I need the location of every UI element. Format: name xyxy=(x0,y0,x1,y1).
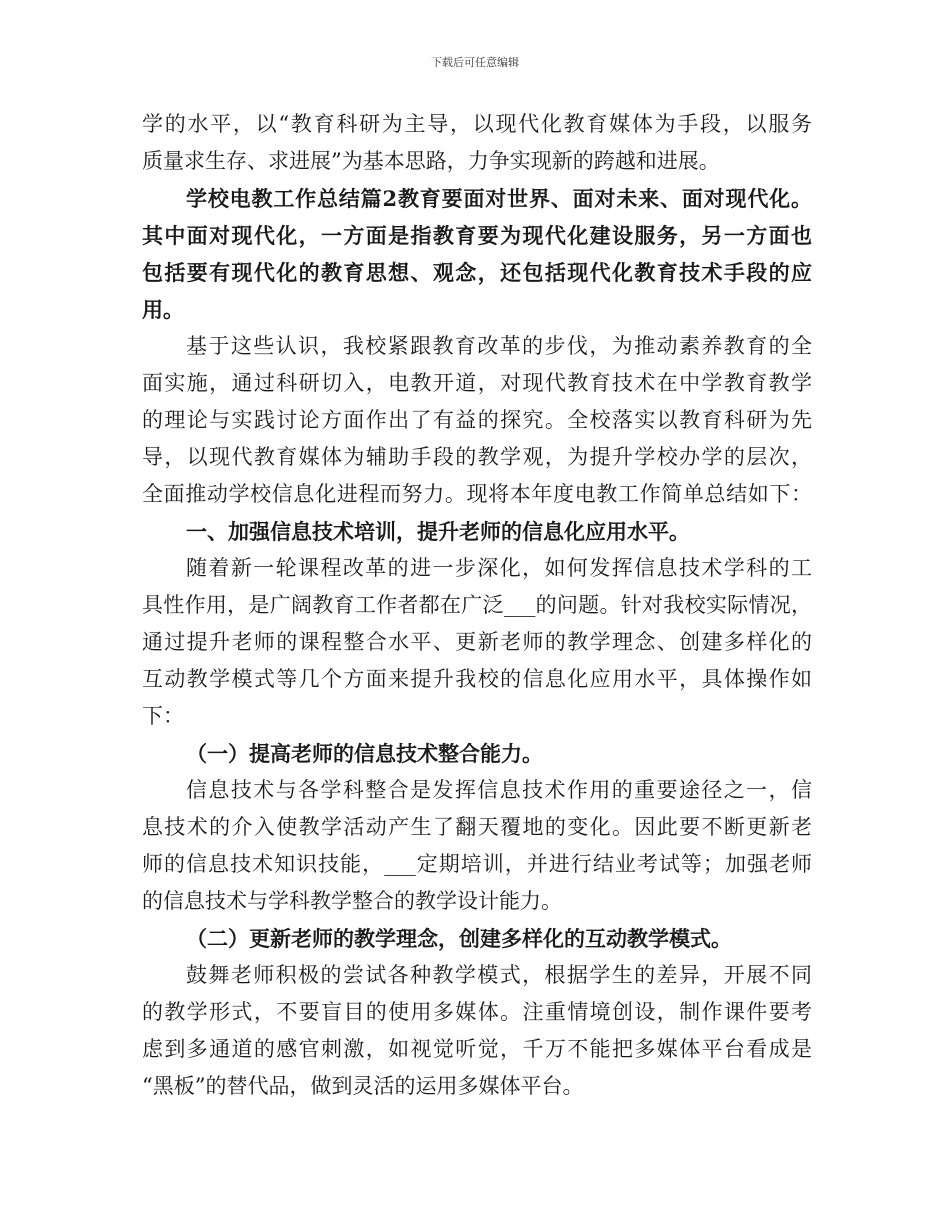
text-line: 通过提升老师的课程整合水平、更新老师的教学理念、创建多样化的 xyxy=(142,630,812,654)
text-line: 息技术的介入使教学活动产生了翻天覆地的变化。因此要不断更新老 xyxy=(142,815,812,839)
text-line: 质量求生存、求进展”为基本思路，力争实现新的跨越和进展。 xyxy=(142,149,720,173)
text-line: 具性作用，是广阔教育工作者都在广泛___的问题。针对我校实际情况， xyxy=(142,593,812,617)
text-line: 的信息技术与学科教学整合的教学设计能力。 xyxy=(142,889,562,913)
text-line: “黑板”的替代品，做到灵活的运用多媒体平台。 xyxy=(142,1074,584,1098)
page-header: 下载后可任意编辑 xyxy=(431,56,519,69)
text-line: 随着新一轮课程改革的进一步深化，如何发挥信息技术学科的工 xyxy=(186,556,812,580)
text-line: 其中面对现代化，一方面是指教育要为现代化建设服务，另一方面也 xyxy=(142,223,812,248)
text-line: 师的信息技术知识技能，___定期培训，并进行结业考试等；加强老师 xyxy=(142,852,812,876)
text-line: 学校电教工作总结篇2教育要面对世界、面对未来、面对现代化。 xyxy=(186,186,812,211)
text-line: 一、加强信息技术培训，提升老师的信息化应用水平。 xyxy=(186,519,690,544)
text-line: （一）提高老师的信息技术整合能力。 xyxy=(186,741,543,766)
text-line: 包括要有现代化的教育思想、观念，还包括现代化教育技术手段的应 xyxy=(142,260,812,285)
text-line: 下： xyxy=(142,704,184,728)
text-line: 互动教学模式等几个方面来提升我校的信息化应用水平，具体操作如 xyxy=(142,667,812,691)
text-line: 基于这些认识，我校紧跟教育改革的步伐，为推动素养教育的全 xyxy=(186,334,812,358)
text-line: 虑到多通道的感官刺激，如视觉听觉，千万不能把多媒体平台看成是 xyxy=(142,1037,812,1061)
text-line: 的理论与实践讨论方面作出了有益的探究。全校落实以教育科研为先 xyxy=(142,408,812,432)
text-line: （二）更新老师的教学理念，创建多样化的互动教学模式。 xyxy=(186,926,732,951)
text-line: 的教学形式，不要盲目的使用多媒体。注重情境创设，制作课件要考 xyxy=(142,1000,812,1024)
text-line: 全面推动学校信息化进程而努力。现将本年度电教工作简单总结如下： xyxy=(142,482,812,506)
text-line: 用。 xyxy=(142,297,184,322)
text-line: 信息技术与各学科整合是发挥信息技术作用的重要途径之一，信 xyxy=(186,778,812,802)
text-line: 导，以现代教育媒体为辅助手段的教学观，为提升学校办学的层次， xyxy=(142,445,812,469)
text-line: 面实施，通过科研切入，电教开道，对现代教育技术在中学教育教学 xyxy=(142,371,812,395)
document-body xyxy=(142,106,812,1105)
text-line: 鼓舞老师积极的尝试各种教学模式，根据学生的差异，开展不同 xyxy=(186,963,812,987)
text-line: 学的水平，以“教育科研为主导，以现代化教育媒体为手段，以服务 xyxy=(142,112,812,136)
